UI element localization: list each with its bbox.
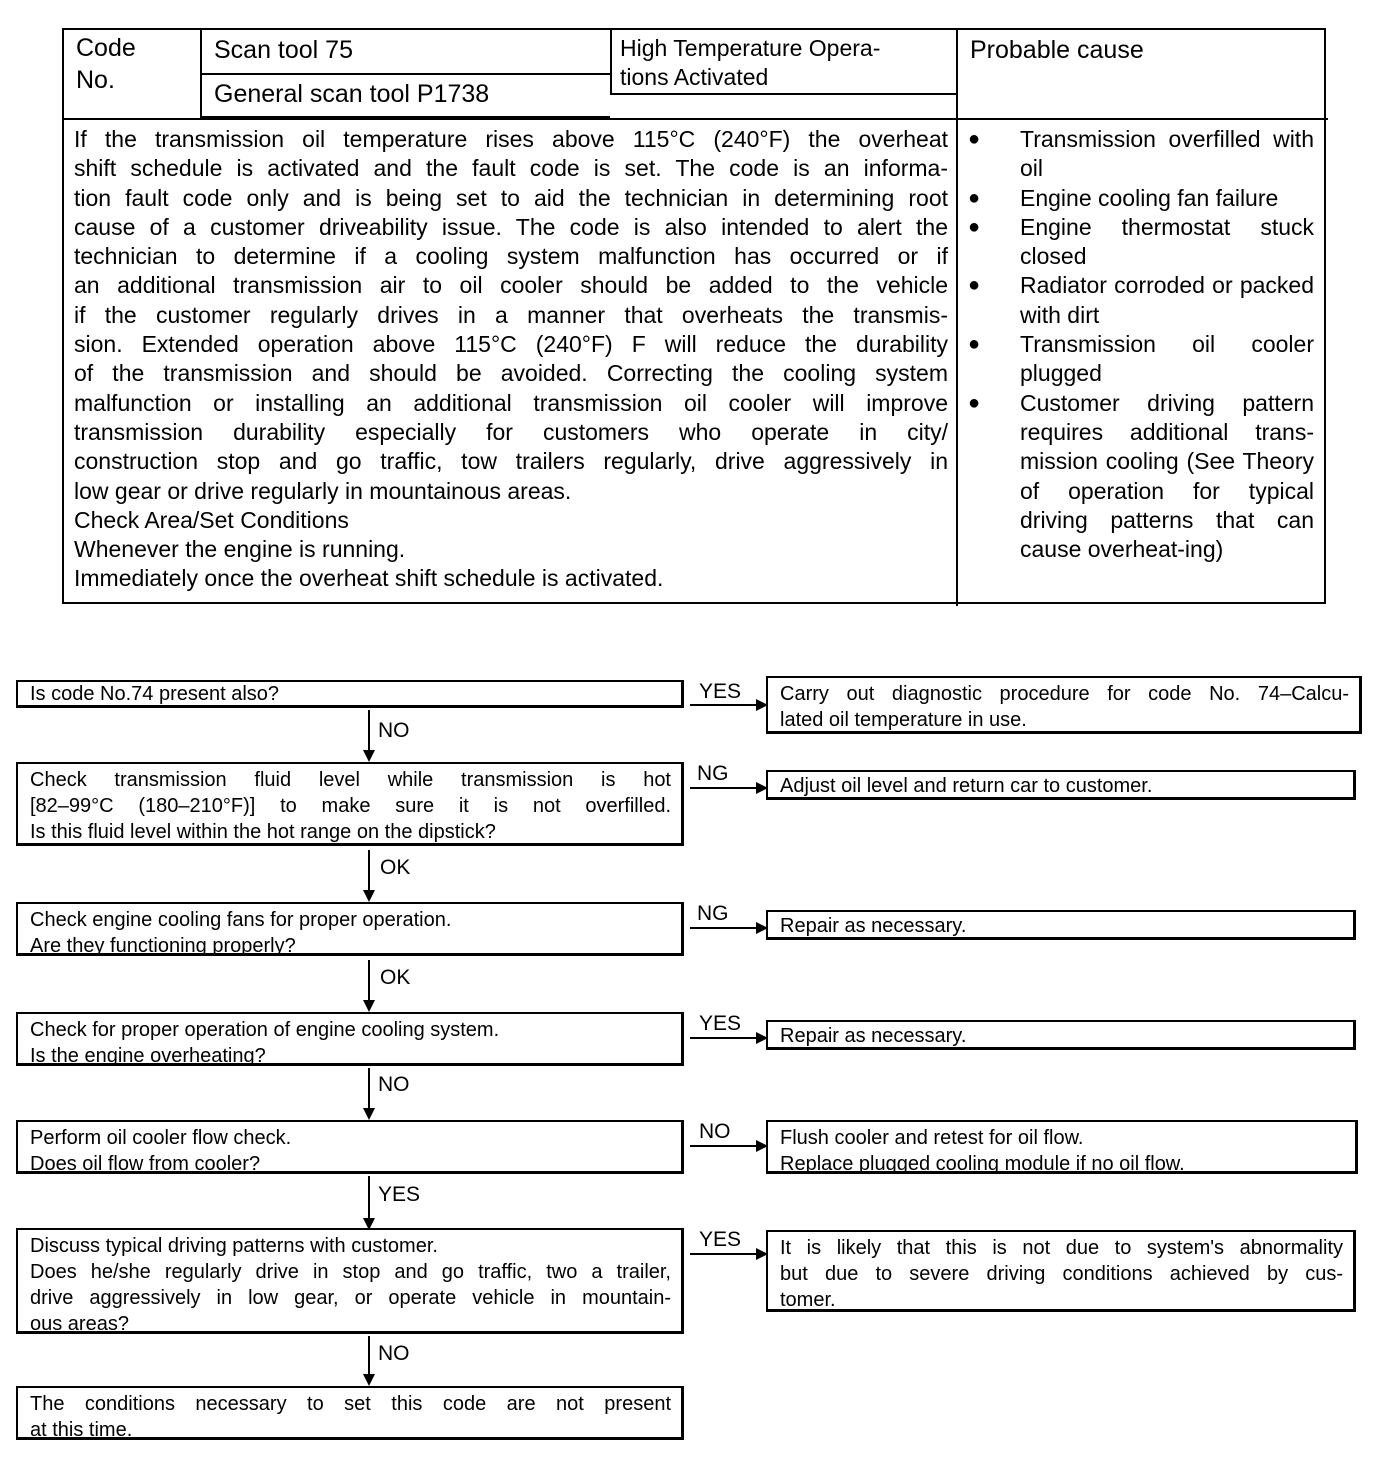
flow-result-text: Replace plugged cooling module if no oil flow.	[780, 1153, 1185, 1175]
description-line: transmission durability especially for customers who operate in city/	[74, 418, 948, 445]
probable-cause-item	[962, 271, 1314, 330]
probable-cause-text: Transmission overfilled with oil	[1020, 126, 1314, 182]
set-condition: Whenever the engine is running.	[74, 536, 406, 563]
flow-step-text: Is this fluid level within the hot range on the dipstick?	[30, 821, 496, 843]
flow-result-text: It is likely that this is not due to system's abnormality	[780, 1237, 1343, 1259]
no-arrow	[690, 1145, 766, 1147]
ng-arrow	[690, 787, 766, 789]
flow-step-text: Perform oil cooler flow check.	[30, 1127, 292, 1149]
probable-cause-text: Transmission oil cooler plugged	[1020, 331, 1314, 387]
description-line: an additional transmission air to oil cooler should be added to the vehicle	[74, 272, 948, 299]
no-arrow	[368, 1068, 370, 1118]
flow-step-text: The conditions necessary to set this code are not present	[30, 1393, 671, 1415]
no-arrow	[368, 1336, 370, 1384]
description-line: tion fault code only and is being set to aid the technician in determining root	[74, 184, 948, 211]
flow-result-code-74-procedure	[766, 676, 1362, 734]
probable-cause-text: Customer driving pattern requires additional trans-mission cooling (See Theory of operation for typical driving patterns that can cause overheat-ing)	[1020, 389, 1314, 563]
flow-step-discuss-driving-patterns	[16, 1228, 684, 1334]
ok-arrow	[368, 960, 370, 1010]
flow-step-text: Check for proper operation of engine cooling system.	[30, 1019, 500, 1041]
flow-result-text: Adjust oil level and return car to customer.	[780, 775, 1153, 797]
description-line: if the customer regularly drives in a manner that overheats the transmis-	[74, 301, 948, 328]
probable-cause-text: Engine cooling fan failure	[1020, 184, 1279, 211]
code-label-line: No.	[76, 66, 115, 94]
flow-result-text: but due to severe driving conditions achieved by cus-	[780, 1263, 1343, 1285]
probable-cause-item	[962, 213, 1314, 272]
flow-result-repair	[766, 1020, 1356, 1050]
no-label: NO	[378, 1073, 410, 1096]
flow-step-check-fluid-level	[16, 762, 684, 846]
description-line: low gear or drive regularly in mountainous areas.	[74, 477, 572, 504]
ng-label: NG	[697, 762, 729, 785]
flow-result-text: Carry out diagnostic procedure for code No. 74–Calcu-	[780, 683, 1349, 705]
yes-arrow	[690, 1037, 766, 1039]
flow-step-text: Discuss typical driving patterns with customer.	[30, 1235, 438, 1257]
code-title-line: High Temperature Opera-	[620, 35, 881, 61]
flow-result-flush-cooler	[766, 1120, 1358, 1174]
flow-step-text: Is code No.74 present also?	[30, 683, 280, 705]
flow-result-text: tomer.	[780, 1289, 836, 1311]
table-divider	[610, 30, 612, 95]
bullet-icon: ●	[968, 274, 981, 297]
flow-step-text: ous areas?	[30, 1313, 129, 1335]
yes-arrow	[690, 704, 766, 706]
flow-step-text: Does oil flow from cooler?	[30, 1153, 261, 1175]
description-line: sion. Extended operation above 115°C (240°F) F will reduce the durability	[74, 331, 948, 358]
ok-arrow	[368, 850, 370, 900]
probable-cause-text: Engine thermostat stuck closed	[1020, 213, 1314, 270]
flow-step-text: Are they functioning properly?	[30, 935, 296, 957]
description-line: malfunction or installing an additional transmission oil cooler will improve	[74, 389, 948, 416]
yes-arrow	[690, 1253, 766, 1255]
set-condition: Immediately once the overheat shift schedule is activated.	[74, 565, 664, 592]
flow-step-check-cooling-fans	[16, 902, 684, 956]
table-divider	[200, 73, 610, 75]
table-divider	[610, 93, 958, 95]
code-label-line: Code	[76, 34, 136, 62]
yes-label: YES	[378, 1183, 421, 1206]
code-description	[74, 125, 948, 594]
flow-result-adjust-oil-level	[766, 770, 1356, 800]
probable-cause-item	[962, 389, 1314, 565]
flow-step-text: Is the engine overheating?	[30, 1045, 266, 1067]
probable-cause-item	[962, 184, 1314, 213]
table-divider	[64, 118, 1328, 120]
table-divider	[956, 30, 958, 606]
description-line: of the transmission and should be avoided. Correcting the cooling system	[74, 360, 948, 387]
yes-label: YES	[699, 1012, 742, 1035]
bullet-icon: ●	[968, 186, 981, 209]
flow-step-check-code-74	[16, 680, 684, 708]
flow-result-text: Repair as necessary.	[780, 1025, 967, 1047]
description-line: cause of a customer driveability issue. The code is also intended to alert the	[74, 213, 948, 240]
description-line: technician to determine if a cooling system malfunction has occurred or if	[74, 243, 948, 270]
code-number-label	[76, 32, 136, 96]
yes-label: YES	[699, 680, 742, 703]
flow-step-oil-cooler-flow-check	[16, 1120, 684, 1174]
probable-cause-text: Radiator corroded or packed with dirt	[1020, 272, 1314, 328]
flow-step-text: Check transmission fluid level while transmission is hot	[30, 769, 671, 791]
code-title	[620, 34, 880, 92]
description-line: shift schedule is activated and the fault code is set. The code is an informa-	[74, 155, 948, 182]
scan-tool-code: Scan tool 75	[214, 36, 353, 64]
bullet-icon: ●	[968, 333, 981, 356]
probable-cause-list	[962, 125, 1314, 564]
no-label: NO	[378, 719, 410, 742]
flow-step-check-cooling-system	[16, 1012, 684, 1066]
flow-step-text: Does he/she regularly drive in stop and go traffic, two a trailer,	[30, 1261, 671, 1283]
no-arrow	[368, 710, 370, 760]
description-line: construction stop and go traffic, tow trailers regularly, drive aggressively in	[74, 448, 948, 475]
general-scan-tool-code: General scan tool P1738	[214, 80, 490, 108]
bullet-icon: ●	[968, 391, 981, 414]
ng-label: NG	[697, 902, 729, 925]
flow-step-text: at this time.	[30, 1419, 133, 1441]
yes-arrow	[368, 1176, 370, 1228]
yes-label: YES	[699, 1228, 742, 1251]
flow-result-text: Repair as necessary.	[780, 915, 967, 937]
no-label: NO	[699, 1120, 731, 1143]
flow-result-severe-driving-conditions	[766, 1230, 1356, 1312]
ng-arrow	[690, 927, 766, 929]
probable-cause-header: Probable cause	[970, 36, 1144, 64]
description-line: If the transmission oil temperature rises above 115°C (240°F) the overheat	[74, 126, 948, 152]
flow-step-text: drive aggressively in low gear, or operate vehicle in mountain-	[30, 1287, 671, 1309]
flow-step-conditions-not-present	[16, 1386, 684, 1440]
probable-cause-item	[962, 330, 1314, 389]
check-area-heading: Check Area/Set Conditions	[74, 506, 349, 533]
dtc-info-table	[62, 28, 1326, 604]
ok-label: OK	[380, 966, 411, 989]
flow-result-text: lated oil temperature in use.	[780, 709, 1027, 731]
bullet-icon: ●	[968, 128, 981, 150]
probable-cause-item	[962, 125, 1314, 184]
flow-result-text: Flush cooler and retest for oil flow.	[780, 1127, 1084, 1149]
flow-step-text: Check engine cooling fans for proper operation.	[30, 909, 452, 931]
flow-step-text: [82–99°C (180–210°F)] to make sure it is not overfilled.	[30, 795, 671, 817]
flow-result-repair	[766, 910, 1356, 940]
no-label: NO	[378, 1342, 410, 1365]
ok-label: OK	[380, 856, 411, 879]
bullet-icon: ●	[968, 215, 981, 238]
code-title-line: tions Activated	[620, 64, 769, 90]
